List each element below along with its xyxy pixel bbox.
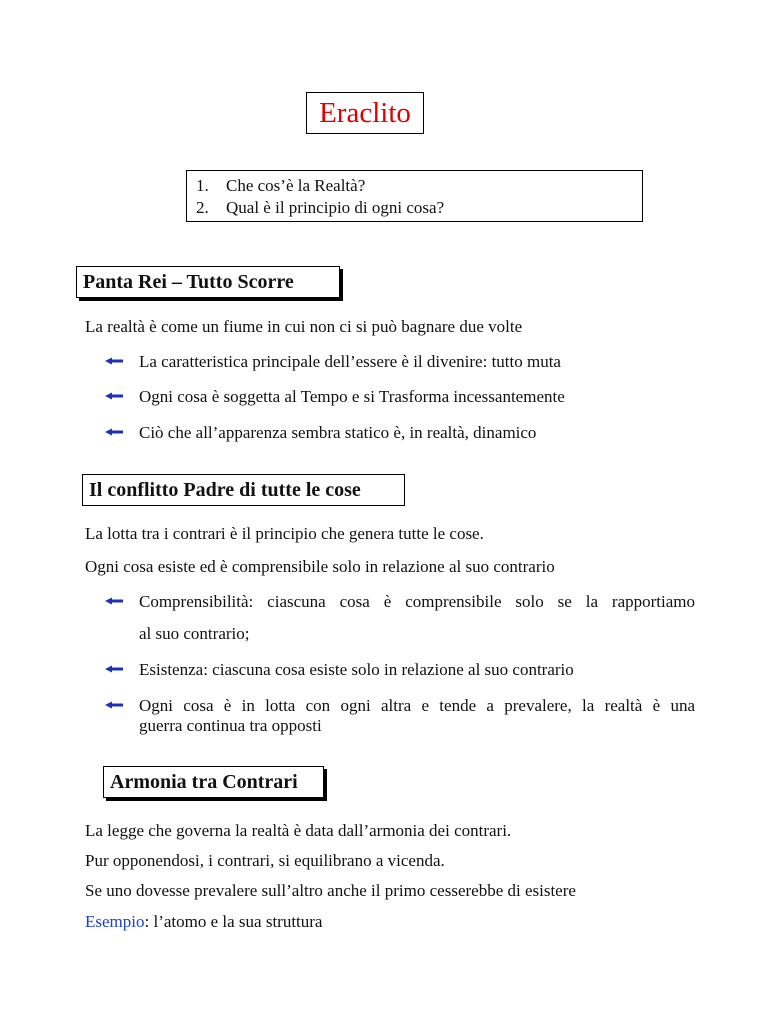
pointing-hand-icon <box>103 387 139 402</box>
bullet-item <box>103 423 536 443</box>
bullet-item <box>103 696 695 736</box>
question-item <box>196 197 642 219</box>
question-text: Che cos’è la Realtà? <box>226 176 366 195</box>
paragraph: La legge che governa la realtà è data dall’armonia dei contrari. <box>85 821 512 840</box>
section-heading-conflitto: Il conflitto Padre di tutte le cose <box>82 474 405 506</box>
pointing-hand-icon <box>103 352 139 367</box>
bullet-item <box>103 660 574 680</box>
example-label: Esempio <box>85 912 145 931</box>
bullet-text: Comprensibilità: ciascuna cosa è comprensibile solo se la rapportiamo <box>139 592 695 611</box>
section-heading-panta-rei: Panta Rei – Tutto Scorre <box>76 266 340 298</box>
bullet-item <box>103 352 561 372</box>
pointing-hand-icon <box>103 660 139 675</box>
paragraph: Ogni cosa esiste ed è comprensibile solo in relazione al suo contrario <box>85 557 555 576</box>
bullet-text: Ogni cosa è soggetta al Tempo e si Trasforma incessantemente <box>139 387 565 406</box>
section-heading-armonia: Armonia tra Contrari <box>103 766 324 798</box>
paragraph: La realtà è come un fiume in cui non ci si può bagnare due volte <box>85 317 523 336</box>
bullet-text: La caratteristica principale dell’essere è il divenire: tutto muta <box>139 352 561 371</box>
pointing-hand-icon <box>103 423 139 438</box>
question-number: 2. <box>196 198 209 217</box>
example-line <box>85 912 322 932</box>
paragraph: Se uno dovesse prevalere sull’altro anche il primo cesserebbe di esistere <box>85 881 576 900</box>
paragraph: La lotta tra i contrari è il principio che genera tutte le cose. <box>85 524 484 543</box>
bullet-item <box>103 387 565 407</box>
bullet-text-continued: guerra continua tra opposti <box>139 716 322 735</box>
questions-box <box>186 170 643 222</box>
pointing-hand-icon <box>103 696 139 711</box>
example-text: : l’atomo e la sua struttura <box>144 912 323 931</box>
question-text: Qual è il principio di ogni cosa? <box>226 198 445 217</box>
paragraph: Pur opponendosi, i contrari, si equilibrano a vicenda. <box>85 851 445 870</box>
question-item <box>196 175 642 197</box>
pointing-hand-icon <box>103 592 139 607</box>
bullet-text: Ogni cosa è in lotta con ogni altra e tende a prevalere, la realtà è una <box>139 696 695 715</box>
bullet-text: Esistenza: ciascuna cosa esiste solo in relazione al suo contrario <box>139 660 574 679</box>
bullet-text: Ciò che all’apparenza sembra statico è, in realtà, dinamico <box>139 423 537 442</box>
page-title: Eraclito <box>306 92 424 134</box>
bullet-item <box>103 592 695 644</box>
bullet-text-continued: al suo contrario; <box>139 624 250 643</box>
question-number: 1. <box>196 176 209 195</box>
